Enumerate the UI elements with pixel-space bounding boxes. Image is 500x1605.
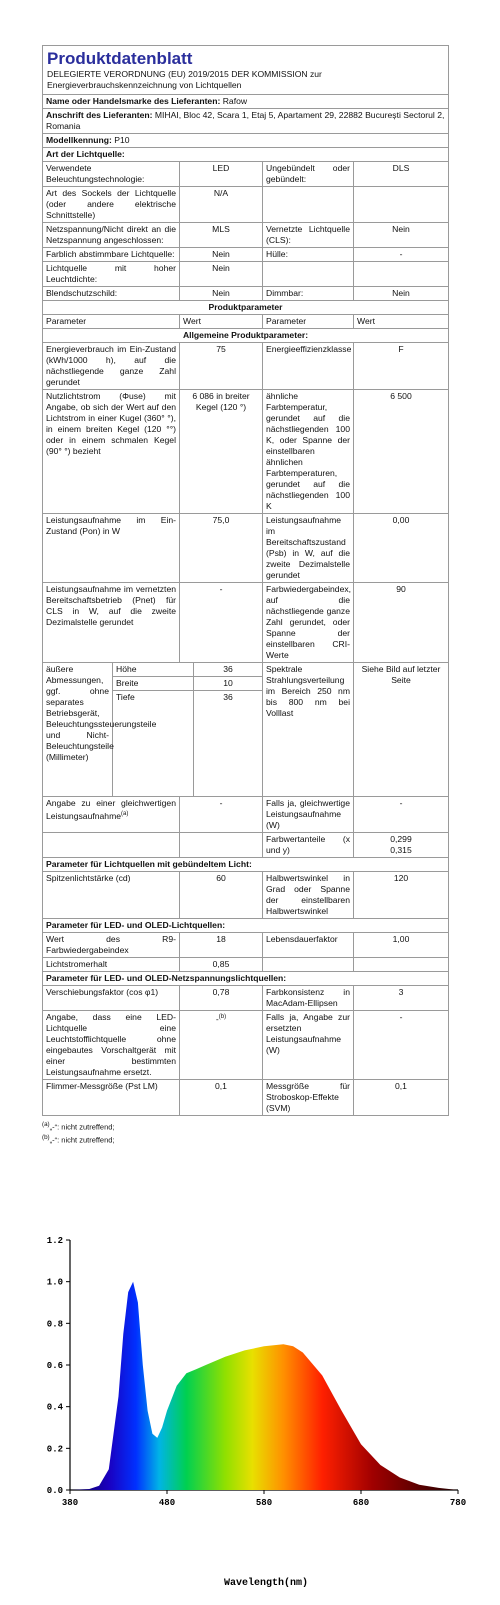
type-0-value: LED bbox=[180, 162, 263, 187]
type-4-value-2 bbox=[354, 262, 449, 287]
chroma-empty-1 bbox=[43, 833, 180, 858]
type-3-param: Farblich abstimmbare Lichtquelle: bbox=[43, 248, 180, 262]
dimensions-label: äußere Abmessungen, ggf. ohne separates Betriebsgerät, Beleuchtungssteuerungsteile und Nicht-Beleuchtungsteile (Millimeter) bbox=[43, 663, 113, 796]
general-0-row bbox=[43, 343, 449, 390]
type-3-row bbox=[43, 248, 449, 262]
spectral-chart-svg bbox=[0, 1228, 500, 1600]
y-tick-label: 0.6 bbox=[46, 1361, 63, 1371]
led-0-value-2: 1,00 bbox=[354, 933, 449, 958]
general-2-param-2: Leistungsaufnahme im Bereitschaftszustand (Psb) in W, auf die zweite Dezimalstelle gerundet bbox=[263, 514, 354, 583]
y-tick-label: 1.2 bbox=[46, 1236, 63, 1246]
y-tick-label: 1.0 bbox=[46, 1277, 63, 1288]
mains-2-value: 0,1 bbox=[180, 1080, 263, 1116]
led-header: Parameter für LED- und OLED-Lichtquellen: bbox=[43, 919, 449, 933]
dim-name-width: Breite bbox=[113, 677, 194, 691]
general-3-param-2: Farbwiedergabeindex, auf die nächstliegende ganze Zahl gerundet, oder Spanne der einstellbaren CRI-Werte bbox=[263, 583, 354, 663]
x-axis-label: Wavelength(nm) bbox=[223, 1578, 309, 1589]
mains-2-value-2: 0,1 bbox=[354, 1080, 449, 1116]
header-cell bbox=[43, 46, 449, 95]
dim-value-height: 36 bbox=[194, 663, 263, 677]
led-0-row bbox=[43, 933, 449, 958]
type-header: Art der Lichtquelle: bbox=[43, 148, 449, 162]
supplier-row bbox=[43, 95, 449, 109]
type-2-value-2: Nein bbox=[354, 223, 449, 248]
dim-spacer bbox=[113, 704, 194, 796]
sheet-subtitle: DELEGIERTE VERORDNUNG (EU) 2019/2015 DER KOMMISSION zur Energieverbrauchskennzeichnung von Lichtquellen bbox=[47, 69, 322, 90]
general-3-row bbox=[43, 583, 449, 663]
mains-2-param: Flimmer-Messgröße (Pst LM) bbox=[43, 1080, 180, 1116]
general-1-value: 6 086 in breiter Kegel (120 °) bbox=[180, 390, 263, 514]
led-rows bbox=[43, 933, 449, 972]
led-1-param-2 bbox=[263, 958, 354, 972]
type-1-row bbox=[43, 187, 449, 223]
x-tick-label: 380 bbox=[61, 1498, 79, 1508]
col-header-parameter: Parameter bbox=[43, 315, 180, 329]
type-0-row bbox=[43, 162, 449, 187]
led-1-value-2 bbox=[354, 958, 449, 972]
chroma-value bbox=[354, 833, 449, 858]
x-tick-label: 480 bbox=[158, 1498, 176, 1508]
type-4-value: Nein bbox=[180, 262, 263, 287]
x-tick-label: 580 bbox=[255, 1498, 273, 1508]
mains-1-value-2: - bbox=[354, 1011, 449, 1080]
mains-2-row bbox=[43, 1080, 449, 1116]
col-header-value: Wert bbox=[180, 315, 263, 329]
mains-1-value: -$^{(b)}$ bbox=[180, 1011, 263, 1080]
type-0-param-2: Ungebündelt oder gebündelt: bbox=[263, 162, 354, 187]
footnote-a-mark: (a) bbox=[42, 1121, 50, 1128]
type-4-param: Lichtquelle mit hoher Leuchtdichte: bbox=[43, 262, 180, 287]
general-3-param: Leistungsaufnahme im vernetzten Bereitschaftsbetrieb (Pnet) für CLS in W, auf die zweite Dezimalstelle gerundet bbox=[43, 583, 180, 663]
general-1-value-2: 6 500 bbox=[354, 390, 449, 514]
type-4-param-2 bbox=[263, 262, 354, 287]
y-tick-label: 0.0 bbox=[46, 1486, 63, 1496]
mains-1-param: Angabe, dass eine LED-Lichtquelle eine Leuchtstofflichtquelle ohne eingebautes Vorschaltgerät mit einer bestimmten Leistungsaufnahme ersetzt. bbox=[43, 1011, 180, 1080]
address-value: MIHAI, Bloc 42, Scara 1, Etaj 5, Apartament 29, 22882 București Sectorul 2, Romania bbox=[46, 110, 445, 131]
footnote-b bbox=[42, 1133, 448, 1146]
dim-value-width: 10 bbox=[194, 677, 263, 691]
type-5-row bbox=[43, 287, 449, 301]
equiv-value: - bbox=[180, 797, 263, 833]
type-2-param: Netzspannung/Nicht direkt an die Netzspannung angeschlossen: bbox=[43, 223, 180, 248]
col-header-parameter-2: Parameter bbox=[263, 315, 354, 329]
mains-1-param-2: Falls ja, Angabe zur ersetzten Leistungsaufnahme (W) bbox=[263, 1011, 354, 1080]
chroma-empty-2 bbox=[180, 833, 263, 858]
general-0-value: 75 bbox=[180, 343, 263, 390]
footnote-a-text: „-“: nicht zutreffend; bbox=[49, 1122, 115, 1132]
equiv-label-text: Angabe zu einer gleichwertigen Leistungsaufnahme bbox=[46, 798, 176, 821]
mains-1-value-footnote: (b) bbox=[218, 1014, 227, 1020]
type-3-value: Nein bbox=[180, 248, 263, 262]
x-tick-label: 680 bbox=[352, 1498, 370, 1508]
address-label: Anschrift des Lieferanten: bbox=[46, 110, 153, 120]
type-1-value: N/A bbox=[180, 187, 263, 223]
dimensions-row bbox=[43, 663, 449, 797]
y-tick-label: 0.8 bbox=[46, 1319, 63, 1330]
spectral-chart bbox=[0, 1228, 500, 1600]
mains-rows bbox=[43, 986, 449, 1116]
model-value: P10 bbox=[114, 135, 130, 145]
equiv-power-value: - bbox=[354, 797, 449, 833]
footnote-a bbox=[42, 1120, 448, 1133]
supplier-label: Name oder Handelsmarke des Lieferanten: bbox=[46, 96, 221, 106]
mains-0-param-2: Farbkonsistenz in MacAdam-Ellipsen bbox=[263, 986, 354, 1011]
dim-name-depth: Tiefe bbox=[113, 691, 194, 705]
dim-spacer-2 bbox=[194, 704, 263, 796]
model-label: Modellkennung: bbox=[46, 135, 112, 145]
general-1-row bbox=[43, 390, 449, 514]
general-rows bbox=[43, 343, 449, 663]
mains-header: Parameter für LED- und OLED-Netzspannungslichtquellen: bbox=[43, 972, 449, 986]
general-2-param: Leistungsaufnahme im Ein-Zustand (Pon) in W bbox=[43, 514, 180, 583]
beam-angle-value: 120 bbox=[354, 872, 449, 919]
type-1-param: Art des Sockels der Lichtquelle (oder andere elektrische Schnittstelle) bbox=[43, 187, 180, 223]
dim-value-depth: 36 bbox=[223, 692, 233, 702]
mains-0-row bbox=[43, 986, 449, 1011]
type-4-row bbox=[43, 262, 449, 287]
address-row bbox=[43, 109, 449, 134]
led-0-value: 18 bbox=[180, 933, 263, 958]
mains-2-param-2: Messgröße für Stroboskop-Effekte (SVM) bbox=[263, 1080, 354, 1116]
type-rows bbox=[43, 162, 449, 301]
type-5-param-2: Dimmbar: bbox=[263, 287, 354, 301]
supplier-value: Rafow bbox=[222, 96, 248, 106]
type-5-value: Nein bbox=[180, 287, 263, 301]
mains-0-value-2: 3 bbox=[354, 986, 449, 1011]
type-1-param-2 bbox=[263, 187, 354, 223]
directional-header: Parameter für Lichtquellen mit gebündeltem Licht: bbox=[43, 858, 449, 872]
type-2-value: MLS bbox=[180, 223, 263, 248]
model-row bbox=[43, 134, 449, 148]
spectral-label: Spektrale Strahlungsverteilung im Bereich 250 nm bis 800 nm bei Volllast bbox=[263, 663, 354, 797]
led-0-param: Wert des R9-Farbwiedergabeindex bbox=[43, 933, 180, 958]
equiv-footnote-mark: (a) bbox=[121, 811, 129, 817]
y-tick-label: 0.4 bbox=[46, 1402, 63, 1413]
dimensions-cell bbox=[43, 663, 263, 797]
general-0-value-2: F bbox=[354, 343, 449, 390]
led-1-row bbox=[43, 958, 449, 972]
general-2-row bbox=[43, 514, 449, 583]
peak-intensity-value: 60 bbox=[180, 872, 263, 919]
mains-1-row bbox=[43, 1011, 449, 1080]
y-tick-label: 0.2 bbox=[46, 1444, 63, 1455]
chroma-x: 0,299 bbox=[390, 834, 412, 844]
type-2-row bbox=[43, 223, 449, 248]
dim-name-height: Höhe bbox=[113, 663, 194, 677]
col-header-value-2: Wert bbox=[354, 315, 449, 329]
led-0-param-2: Lebensdauerfaktor bbox=[263, 933, 354, 958]
equiv-label bbox=[43, 797, 180, 833]
mains-0-value: 0,78 bbox=[180, 986, 263, 1011]
product-params-header: Produktparameter bbox=[43, 301, 449, 315]
spectral-value: Siehe Bild auf letzter Seite bbox=[354, 663, 449, 797]
type-0-param: Verwendete Beleuchtungstechnologie: bbox=[43, 162, 180, 187]
general-0-param-2: Energieeffizienzklasse bbox=[263, 343, 354, 390]
spectrum-area bbox=[70, 1282, 458, 1490]
chroma-label: Farbwertanteile (x und y) bbox=[263, 833, 354, 858]
beam-angle-label: Halbwertswinkel in Grad oder Spanne der einstellbaren Halbwertswinkel bbox=[263, 872, 354, 919]
led-1-value: 0,85 bbox=[180, 958, 263, 972]
x-tick-label: 780 bbox=[449, 1498, 467, 1508]
footnote-b-text: „-“: nicht zutreffend; bbox=[49, 1135, 115, 1144]
general-0-param: Energieverbrauch im Ein-Zustand (kWh/1000 h), auf die nächstliegende ganze Zahl gerundet bbox=[43, 343, 180, 390]
data-sheet-table bbox=[42, 45, 449, 1116]
type-1-value-2 bbox=[354, 187, 449, 223]
peak-intensity-label: Spitzenlichtstärke (cd) bbox=[43, 872, 180, 919]
type-5-param: Blendschutzschild: bbox=[43, 287, 180, 301]
mains-0-param: Verschiebungsfaktor (cos φ1) bbox=[43, 986, 180, 1011]
general-header: Allgemeine Produktparameter: bbox=[43, 329, 449, 343]
general-3-value-2: 90 bbox=[354, 583, 449, 663]
general-2-value-2: 0,00 bbox=[354, 514, 449, 583]
type-5-value-2: Nein bbox=[354, 287, 449, 301]
general-1-param: Nutzlichtstrom (Φuse) mit Angabe, ob sich der Wert auf den Lichtstrom in einer Kugel (360° °), in einem breiten Kegel (120 °°) oder in einem schmalen Kegel (90° °) bezieht bbox=[43, 390, 180, 514]
general-1-param-2: ähnliche Farbtemperatur, gerundet auf die nächstliegenden 100 K, oder Spanne der einstellbaren ähnlichen Farbtemperaturen, gerundet auf die nächstliegenden 100 K bbox=[263, 390, 354, 514]
general-3-value: - bbox=[180, 583, 263, 663]
general-2-value: 75,0 bbox=[180, 514, 263, 583]
type-3-param-2: Hülle: bbox=[263, 248, 354, 262]
sheet-title: Produktdatenblatt bbox=[47, 49, 193, 68]
equiv-power-label: Falls ja, gleichwertige Leistungsaufnahme (W) bbox=[263, 797, 354, 833]
type-3-value-2: - bbox=[354, 248, 449, 262]
chroma-y: 0,315 bbox=[390, 845, 412, 855]
led-1-param: Lichtstromerhalt bbox=[43, 958, 180, 972]
type-2-param-2: Vernetzte Lichtquelle (CLS): bbox=[263, 223, 354, 248]
footnotes bbox=[42, 1120, 448, 1145]
footnote-b-mark: (b) bbox=[42, 1133, 50, 1141]
dimensions-inner bbox=[43, 663, 262, 796]
type-0-value-2: DLS bbox=[354, 162, 449, 187]
product-data-sheet bbox=[42, 45, 448, 1145]
